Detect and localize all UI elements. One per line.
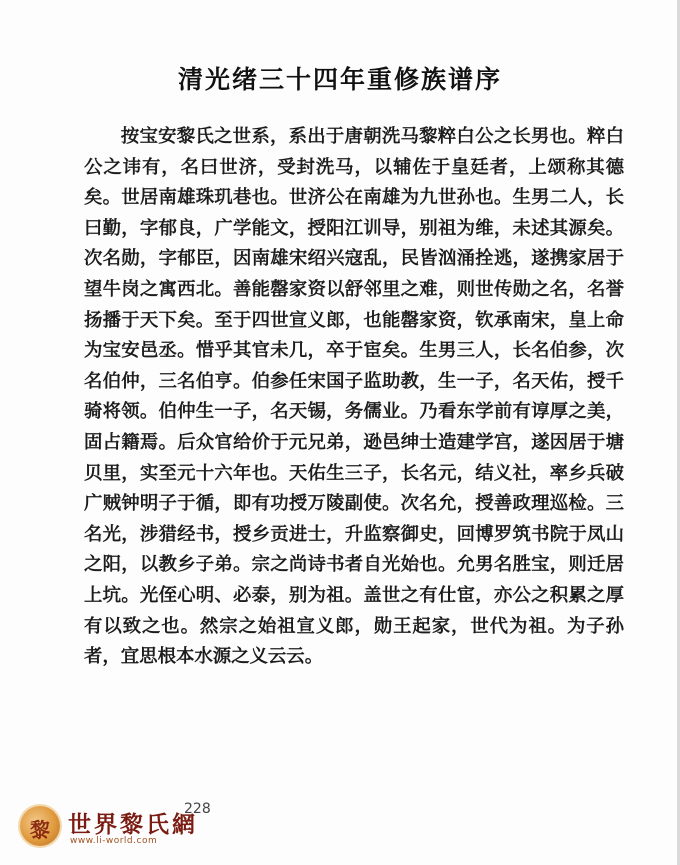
seal-glyph: 黎: [30, 818, 50, 842]
document-body: 按宝安黎氏之世系，系出于唐朝洗马黎粹白公之长男也。粹白公之讳有，名曰世济，受封洗马，以辅佐于皇廷者，上颂称其德矣。世居南雄珠玑巷也。世济公在南雄为九世孙也。生男二人，长曰勤，字郁良，广学能文，授阳江训导，别祖为维，未述其源矣。次名勋，字郁臣，因南雄宋绍兴寇乱，民皆汹涌拴逃，遂携家居于望牛岗之寓西北。善能罄家资以舒邻里之难，则世传勋之名，名誉扬播于天下矣。至于四世宣义郎，也能罄家资，钦承南宋，皇上命为宝安邑丞。惜乎其官未几，卒于宦矣。生男三人，长名伯参，次名伯仲，三名伯亨。伯参任宋国子监助教，生一子，名天佑，授千骑将领。伯仲生一子，名天锡，务儒业。乃看东学前有谆厚之美，固占籍焉。后众官给价于元兄弟，逊邑绅士造建学宫，遂因居于塘贝里，实至元十六年也。天佑生三子，长名元，结义社，率乡兵破广贼钟明子于循，即有功授万陵副使。次名允，授善政理巡检。三名光，涉猎经书，授乡贡进士，升监察御史，回博罗筑书院于凤山之阳，以教乡子弟。宗之尚诗书者自光始也。允男名胜宝，则迁居上坑。光侄心明、必泰，别为祖。盖世之有仕宦，亦公之积累之厚有以致之也。然宗之始祖宣义郎，勋王起家，世代为祖。为子孙者，宜思根本水源之义云云。: [84, 126, 624, 668]
page-number: 228: [184, 801, 211, 817]
site-name: 世界黎氏網: [68, 811, 198, 838]
document-title: 清光绪三十四年重修族谱序: [177, 65, 502, 94]
seal-logo-icon: [20, 806, 60, 846]
site-url: www.li-world.com: [70, 836, 158, 846]
watermark-footer: [14, 800, 274, 860]
